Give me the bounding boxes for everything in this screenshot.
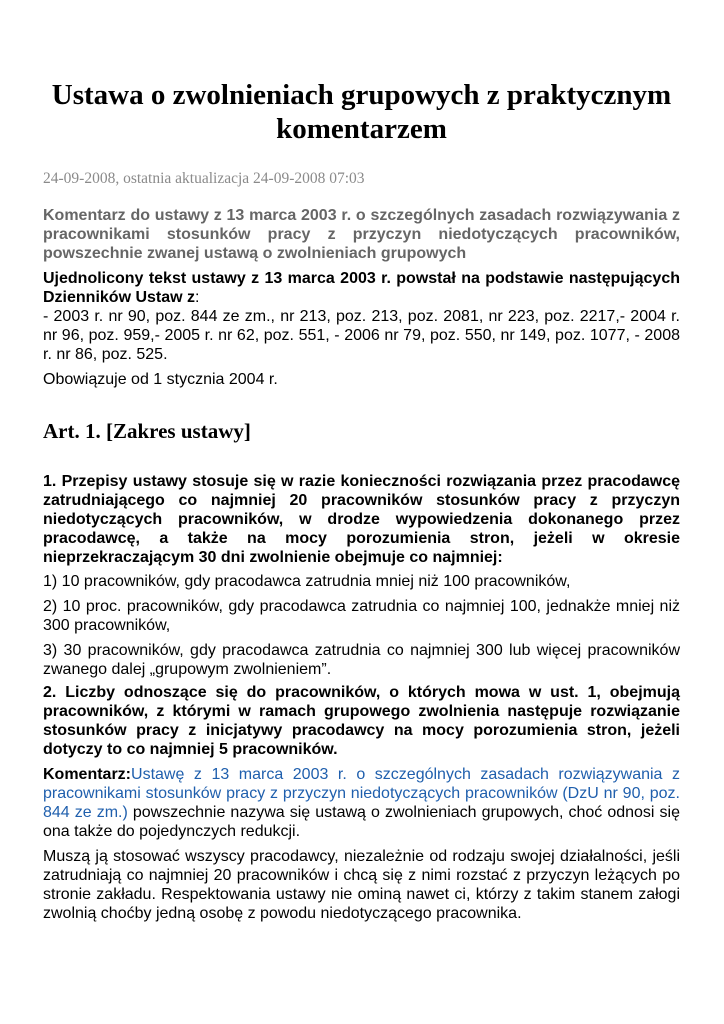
commentary-paragraph — [43, 765, 680, 841]
lead-paragraph: Komentarz do ustawy z 13 marca 2003 r. o szczególnych zasadach rozwiązywania z pracownikami stosunków pracy z przyczyn niedotyczących pracowników, powszechnie zwanej ustawą o zwolnieniach grupowych — [43, 207, 680, 262]
commentary-text: powszechnie nazywa się ustawą o zwolnieniach grupowych, choć odnosi się ona także do pojedynczych redukcji. — [43, 804, 680, 840]
document-page — [43, 78, 680, 923]
document-title: Ustawa o zwolnieniach grupowych z praktycznym komentarzem — [51, 79, 672, 145]
statute-link[interactable]: Ustawę z 13 marca 2003 r. o szczególnych zasadach rozwiązywania z pracownikami stosunków pracy z przyczyn niedotyczących pracowników (DzU nr 90, poz. 844 ze zm.) — [43, 766, 680, 821]
basis-colon: : — [195, 289, 200, 306]
basis-paragraph — [43, 269, 680, 307]
article-item-1: 1) 10 pracowników, gdy pracodawca zatrudnia mniej niż 100 pracowników, — [43, 573, 571, 590]
date-line: 24-09-2008, ostatnia aktualizacja 24-09-2008 07:03 — [43, 170, 365, 187]
article-item-3: 3) 30 pracowników, gdy pracodawca zatrudnia co najmniej 300 lub więcej pracowników zwanego dalej „grupowym zwolnieniem”. — [43, 642, 680, 678]
article-paragraph-2: 2. Liczby odnoszące się do pracowników, o których mowa w ust. 1, obejmują pracowników, z którymi w ramach grupowego zwolnienia następuje rozwiązanie stosunków pracy z inicjatywy pracodawcy na mocy porozumienia stron, jeżeli dotyczy to co najmniej 5 pracowników. — [43, 684, 680, 758]
in-force-line: Obowiązuje od 1 stycznia 2004 r. — [43, 371, 278, 388]
journal-list: - 2003 r. nr 90, poz. 844 ze zm., nr 213, poz. 213, poz. 2081, nr 223, poz. 2217,- 2004 r. nr 96, poz. 959,- 2005 r. nr 62, poz. 551, - 2006 nr 79, poz. 550, nr 149, poz. 1077, - 2008 r. nr 86, poz. 525. — [43, 308, 680, 363]
article-paragraph-1: 1. Przepisy ustawy stosuje się w razie konieczności rozwiązania przez pracodawcę zatrudniającego co najmniej 20 pracowników stosunków pracy z przyczyn niedotyczących pracowników, w drodze wypowiedzenia dokonanego przez pracodawcę, a także na mocy porozumienia stron, jeżeli w okresie nieprzekraczającym 30 dni zwolnienie obejmuje co najmniej: — [43, 473, 680, 566]
basis-bold: Ujednolicony tekst ustawy z 13 marca 2003 r. powstał na podstawie następujących Dzienników Ustaw z — [43, 270, 680, 306]
commentary-body-paragraph: Muszą ją stosować wszyscy pracodawcy, niezależnie od rodzaju swojej działalności, jeśli zatrudniają co najmniej 20 pracowników i chcą się z nimi rozstać z przyczyn leżących po stronie zakładu. Respektowania ustawy nie ominą nawet ci, którzy z takim stanem załogi zwolnią choćby jedną osobę z powodu niedotyczącego pracownika. — [43, 848, 680, 922]
commentary-label: Komentarz: — [43, 766, 132, 783]
article-item-2: 2) 10 proc. pracowników, gdy pracodawca zatrudnia co najmniej 100, jednakże mniej niż 300 pracowników, — [43, 598, 680, 634]
article-heading: Art. 1. [Zakres ustawy] — [43, 419, 251, 443]
